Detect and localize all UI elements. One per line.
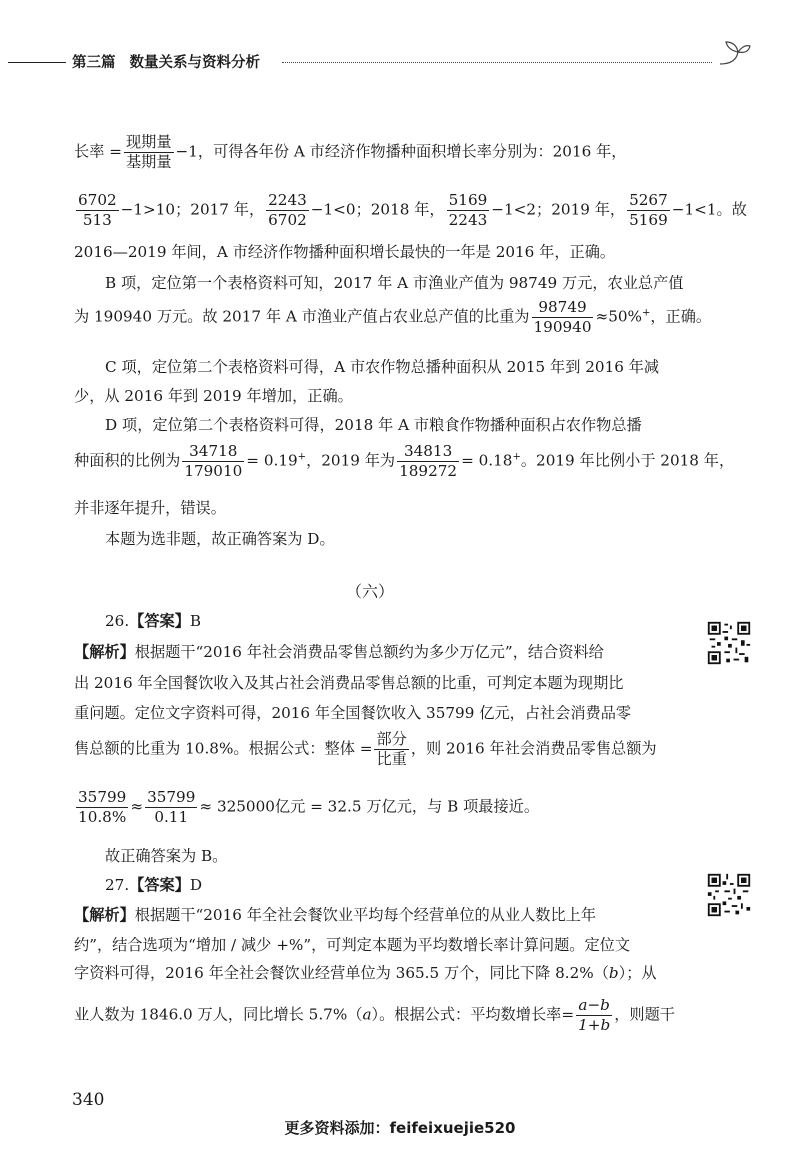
fraction-2019: $\frac{5267}{5169}$: [629, 191, 668, 229]
body-line-6: C 项，定位第二个表格资料可得，A 市农作物总播种面积从 2015 年到 2016 年减: [105, 358, 660, 376]
body-line-7: 少，从 2016 年到 2019 年增加，正确。: [74, 387, 353, 405]
q26-analysis-line-1: 【解析】根据题干“2016 年社会消费品零售总额约为多少万亿元”，结合资料给: [74, 643, 604, 661]
q26-answer-line: 26.【答案】B: [105, 612, 202, 630]
footer-wechat-id: feifeixuejie520: [389, 1119, 516, 1137]
fraction-2018-grain: $\frac{34718}{179010}$: [184, 442, 243, 480]
fraction-35799-over-10.8: $\frac{35799}{10.8\%}$: [78, 788, 127, 826]
fraction-average-growth: $\frac{a-b}{1+b}$: [578, 996, 611, 1034]
qr-code-q27[interactable]: [706, 872, 752, 918]
fraction-2019-grain: $\frac{34813}{189272}$: [399, 442, 458, 480]
body-line-10: 并非逐年提升，错误。: [74, 499, 226, 517]
body-line-5: 为 190940 万元。故 2017 年 A 市渔业产值占农业总产值的比重为 $\frac{98749}{190940}$ ≈50%+，正确。: [74, 298, 712, 336]
header-rule-left: [8, 62, 66, 63]
q27-analysis-line-3: 字资料可得，2016 年全社会餐饮业经营单位为 365.5 万个，同比下降 8.2%（b）；从: [74, 964, 657, 982]
body-line-11: 本题为选非题，故正确答案为 D。: [105, 530, 335, 548]
page-number: 340: [72, 1090, 105, 1110]
q27-analysis-line-4: 业人数为 1846.0 万人，同比增长 5.7%（a）。根据公式：平均数增长率= $\frac{a-b}{1+b}$ ，则题干: [74, 996, 675, 1034]
qr-code-q26[interactable]: [706, 620, 752, 666]
q26-conclusion: 故正确答案为 B。: [105, 847, 228, 865]
body-line-4: B 项，定位第一个表格资料可知，2017 年 A 市渔业产值为 98749 万元，农业总产值: [105, 274, 684, 292]
body-line-3: 2016—2019 年间，A 市经济作物播种面积增长最快的一年是 2016 年，正确。: [74, 243, 616, 261]
header-title: 数量关系与资料分析: [129, 55, 260, 71]
q26-analysis-line-5: $\frac{35799}{10.8\%}$ ≈ $\frac{35799}{0.11}$ ≈ 325000亿元 = 32.5 万亿元，与 B 项最接近。: [78, 788, 540, 826]
sprout-icon: [714, 38, 752, 68]
fraction-2017: $\frac{2243}{6702}$: [268, 191, 307, 229]
header-part: 第三篇: [72, 55, 116, 71]
footer-contact: [0, 1117, 800, 1138]
q26-analysis-line-3: 重问题。定位文字资料可得，2016 年全国餐饮收入 35799 亿元，占社会消费品零: [74, 704, 632, 722]
fraction-fishery-share: $\frac{98749}{190940}$: [533, 298, 592, 336]
fraction-35799-over-0.11: $\frac{35799}{0.11}$: [147, 788, 196, 826]
q26-analysis-line-4: 售总额的比重为 10.8%。根据公式：整体 = $\frac{\text{部分}}{\text{比重}}$ ，则 2016 年社会消费品零售总额为: [74, 730, 657, 768]
q26-analysis-line-2: 出 2016 年全国餐饮收入及其占社会消费品零售总额的比重，可判定本题为现期比: [74, 674, 624, 692]
fraction-part-over-share: $\frac{\text{部分}}{\text{比重}}$: [376, 730, 407, 768]
header-rule-dotted: [282, 62, 712, 63]
body-line-8: D 项，定位第二个表格资料可得，2018 年 A 市粮食作物播种面积占农作物总播: [105, 416, 642, 434]
fraction-growth-formula: $\frac{\text{现期量}}{\text{基期量}}$: [125, 133, 172, 171]
footer-label: 更多资料添加：: [284, 1119, 390, 1137]
fraction-2016: $\frac{6702}{513}$: [78, 191, 117, 229]
running-header: [72, 51, 260, 72]
q27-answer-line: 27.【答案】D: [105, 876, 203, 894]
body-line-1: 长率 = $\frac{\text{现期量}}{\text{基期量}}$ −1，可得各年份 A 市经济作物播种面积增长率分别为：2016 年，: [74, 133, 627, 171]
fraction-2018: $\frac{5169}{2243}$: [448, 191, 488, 229]
body-line-2: $\frac{6702}{513}$ −1>10；2017 年， $\frac{2243}{6702}$ −1<0；2018 年， $\frac{5169}{2243}$ −1<2；2019 年， $\frac{5267}{5169}$ −1<1。故: [78, 191, 747, 229]
section-title: （六）: [345, 582, 394, 601]
q27-analysis-line-2: 约”，结合选项为“增加 / 减少 +%”，可判定本题为平均数增长率计算问题。定位文: [74, 936, 631, 954]
q27-analysis-line-1: 【解析】根据题干“2016 年全社会餐饮业平均每个经营单位的从业人数比上年: [74, 906, 597, 924]
body-line-9: 种面积的比例为 $\frac{34718}{179010}$ = 0.19+，2019 年为 $\frac{34813}{189272}$ = 0.18+。2019 年比例小于 2018 年，: [74, 442, 735, 480]
